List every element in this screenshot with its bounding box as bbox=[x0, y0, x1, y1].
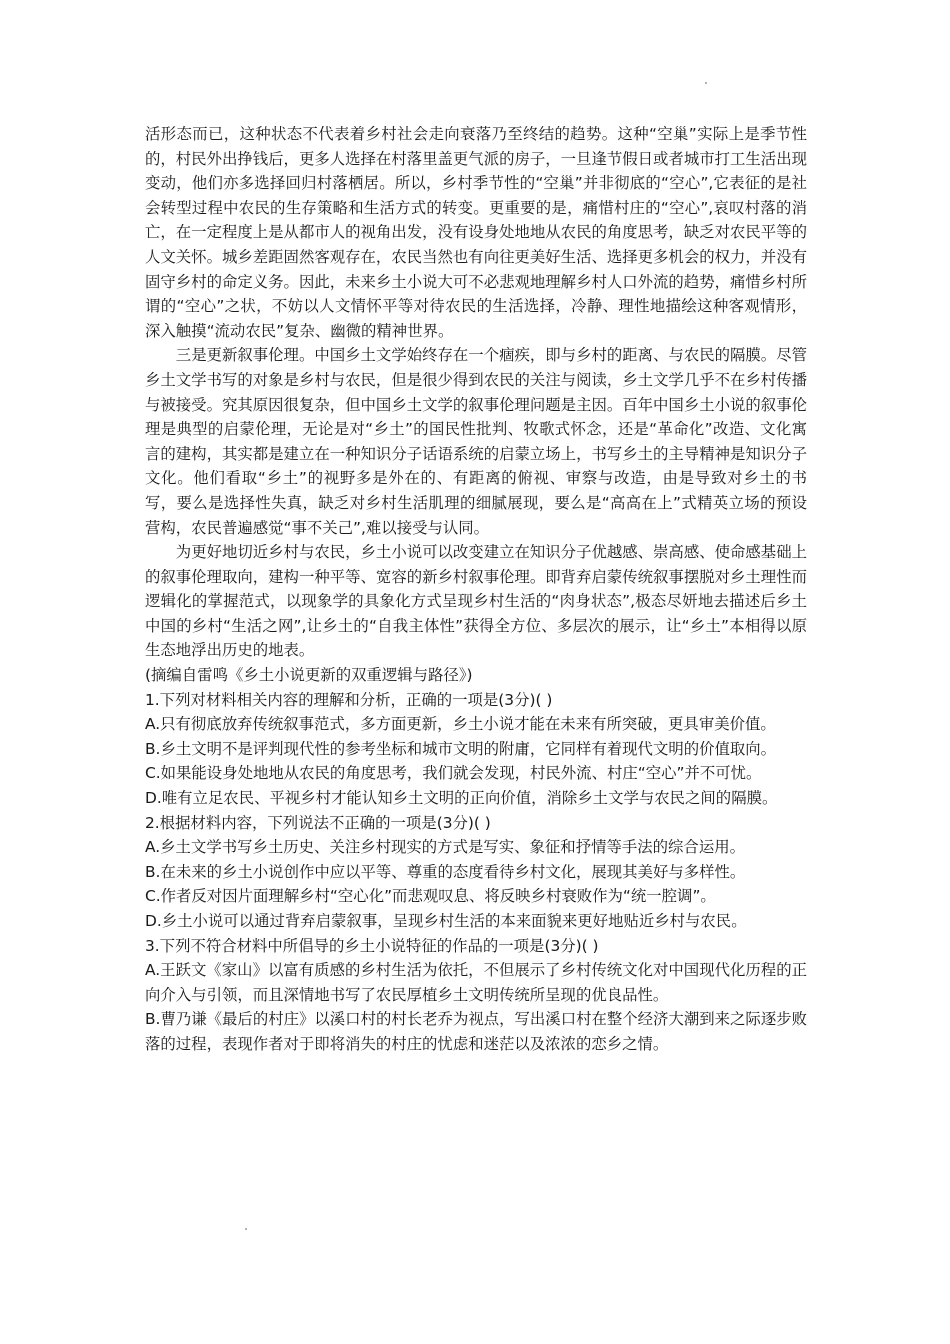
question-option: C.如果能设身处地地从农民的角度思考，我们就会发现，村民外流、村庄“空心”并不可忧。 bbox=[145, 764, 762, 783]
paragraph: 活形态而已，这种状态不代表着乡村社会走向衰落乃至终结的趋势。这种“空巢”实际上是季节性的，村民外出挣钱后，更多人选择在村落里盖更气派的房子，一旦逢节假日或者城市打工生活出现变动，他们亦多选择回归村落栖居。所以，乡村季节性的“空巢”并非彻底的“空心”,它表征的是社会转型过程中农民的生存策略和生活方式的转变。更重要的是，痛惜村庄的“空心”,哀叹村落的消亡，在一定程度上是从都市人的视角出发，没有设身处地地从农民的角度思考，缺乏对农民平等的人文关怀。城乡差距固然客观存在，农民当然也有向往更美好生活、选择更多机会的权力，并没有固守乡村的命定义务。因此，未来乡土小说大可不必悲观地理解乡村人口外流的趋势，痛惜乡村所谓的“空心”之状，不妨以人文情怀平等对待农民的生活选择，冷静、理性地描绘这种客观情形，深入触摸“流动农民”复杂、幽微的精神世界。 bbox=[145, 125, 807, 340]
question-option: A.只有彻底放弃传统叙事范式，多方面更新，乡土小说才能在未来有所突破，更具审美价值。 bbox=[145, 715, 776, 734]
question-option: D.唯有立足农民、平视乡村才能认知乡土文明的正向价值，消除乡土文学与农民之间的隔膜。 bbox=[145, 789, 778, 808]
question-stem: 3.下列不符合材料中所倡导的乡土小说特征的作品的一项是(3分)( ) bbox=[145, 936, 599, 955]
question-stem: 1.下列对材料相关内容的理解和分析，正确的一项是(3分)( ) bbox=[145, 690, 553, 709]
question-option: B.乡土文明不是评判现代性的参考坐标和城市文明的附庸，它同样有着现代文明的价值取向。 bbox=[145, 739, 777, 758]
question-option: A.王跃文《家山》以富有质感的乡村生活为依托，不但展示了乡村传统文化对中国现代化历程的正向介入与引领，而且深情地书写了农民厚植乡土文明传统所呈现的优良品性。 bbox=[145, 961, 807, 1004]
scan-mark bbox=[245, 1228, 247, 1230]
question-option: B.曹乃谦《最后的村庄》以溪口村的村长老乔为视点，写出溪口村在整个经济大潮到来之际逐步败落的过程，表现作者对于即将消失的村庄的忧虑和迷茫以及浓浓的恋乡之情。 bbox=[145, 1010, 807, 1053]
question-stem: 2.根据材料内容，下列说法不正确的一项是(3分)( ) bbox=[145, 813, 491, 832]
question-option: C.作者反对因片面理解乡村“空心化”而悲观叹息、将反映乡村衰败作为“统一腔调”。 bbox=[145, 887, 716, 906]
question-option: A.乡土文学书写乡土历史、关注乡村现实的方式是写实、象征和抒情等手法的综合运用。 bbox=[145, 838, 745, 857]
paragraph: 为更好地切近乡村与农民，乡土小说可以改变建立在知识分子优越感、崇高感、使命感基础上的叙事伦理取向，建构一种平等、宽容的新乡村叙事伦理。即背弃启蒙传统叙事摆脱对乡土理性而逻辑化的掌握范式，以现象学的具象化方式呈现乡村生活的“肉身状态”,极态尽妍地去描述后乡土中国的乡村“生活之网”,让乡土的“自我主体性”获得全方位、多层次的展示，让“乡土”本相得以原生态地浮出历史的地表。 bbox=[145, 543, 807, 660]
paragraph: 三是更新叙事伦理。中国乡土文学始终存在一个痼疾，即与乡村的距离、与农民的隔膜。尽管乡土文学书写的对象是乡村与农民，但是很少得到农民的关注与阅读，乡土文学几乎不在乡村传播与被接受。究其原因很复杂，但中国乡土文学的叙事伦理问题是主因。百年中国乡土小说的叙事伦理是典型的启蒙伦理，无论是对“乡土”的国民性批判、牧歌式怀念，还是“革命化”改造、文化寓言的建构，其实都是建立在一种知识分子话语系统的启蒙立场上，书写乡土的主导精神是知识分子文化。他们看取“乡土”的视野多是外在的、有距离的俯视、审察与改造，由是导致对乡土的书写，要么是选择性失真，缺乏对乡村生活肌理的细腻展现，要么是“高高在上”式精英立场的预设营构，农民普遍感觉“事不关己”,难以接受与认同。 bbox=[145, 346, 807, 537]
question-option: D.乡土小说可以通过背弃启蒙叙事，呈现乡村生活的本来面貌来更好地贴近乡村与农民。 bbox=[145, 912, 747, 930]
question-option: B.在未来的乡土小说创作中应以平等、尊重的态度看待乡村文化，展现其美好与多样性。 bbox=[145, 862, 746, 881]
scan-mark bbox=[705, 82, 707, 84]
source-citation: (摘编自雷鸣《乡土小说更新的双重逻辑与路径》) bbox=[145, 666, 473, 685]
article-body bbox=[145, 122, 807, 1057]
